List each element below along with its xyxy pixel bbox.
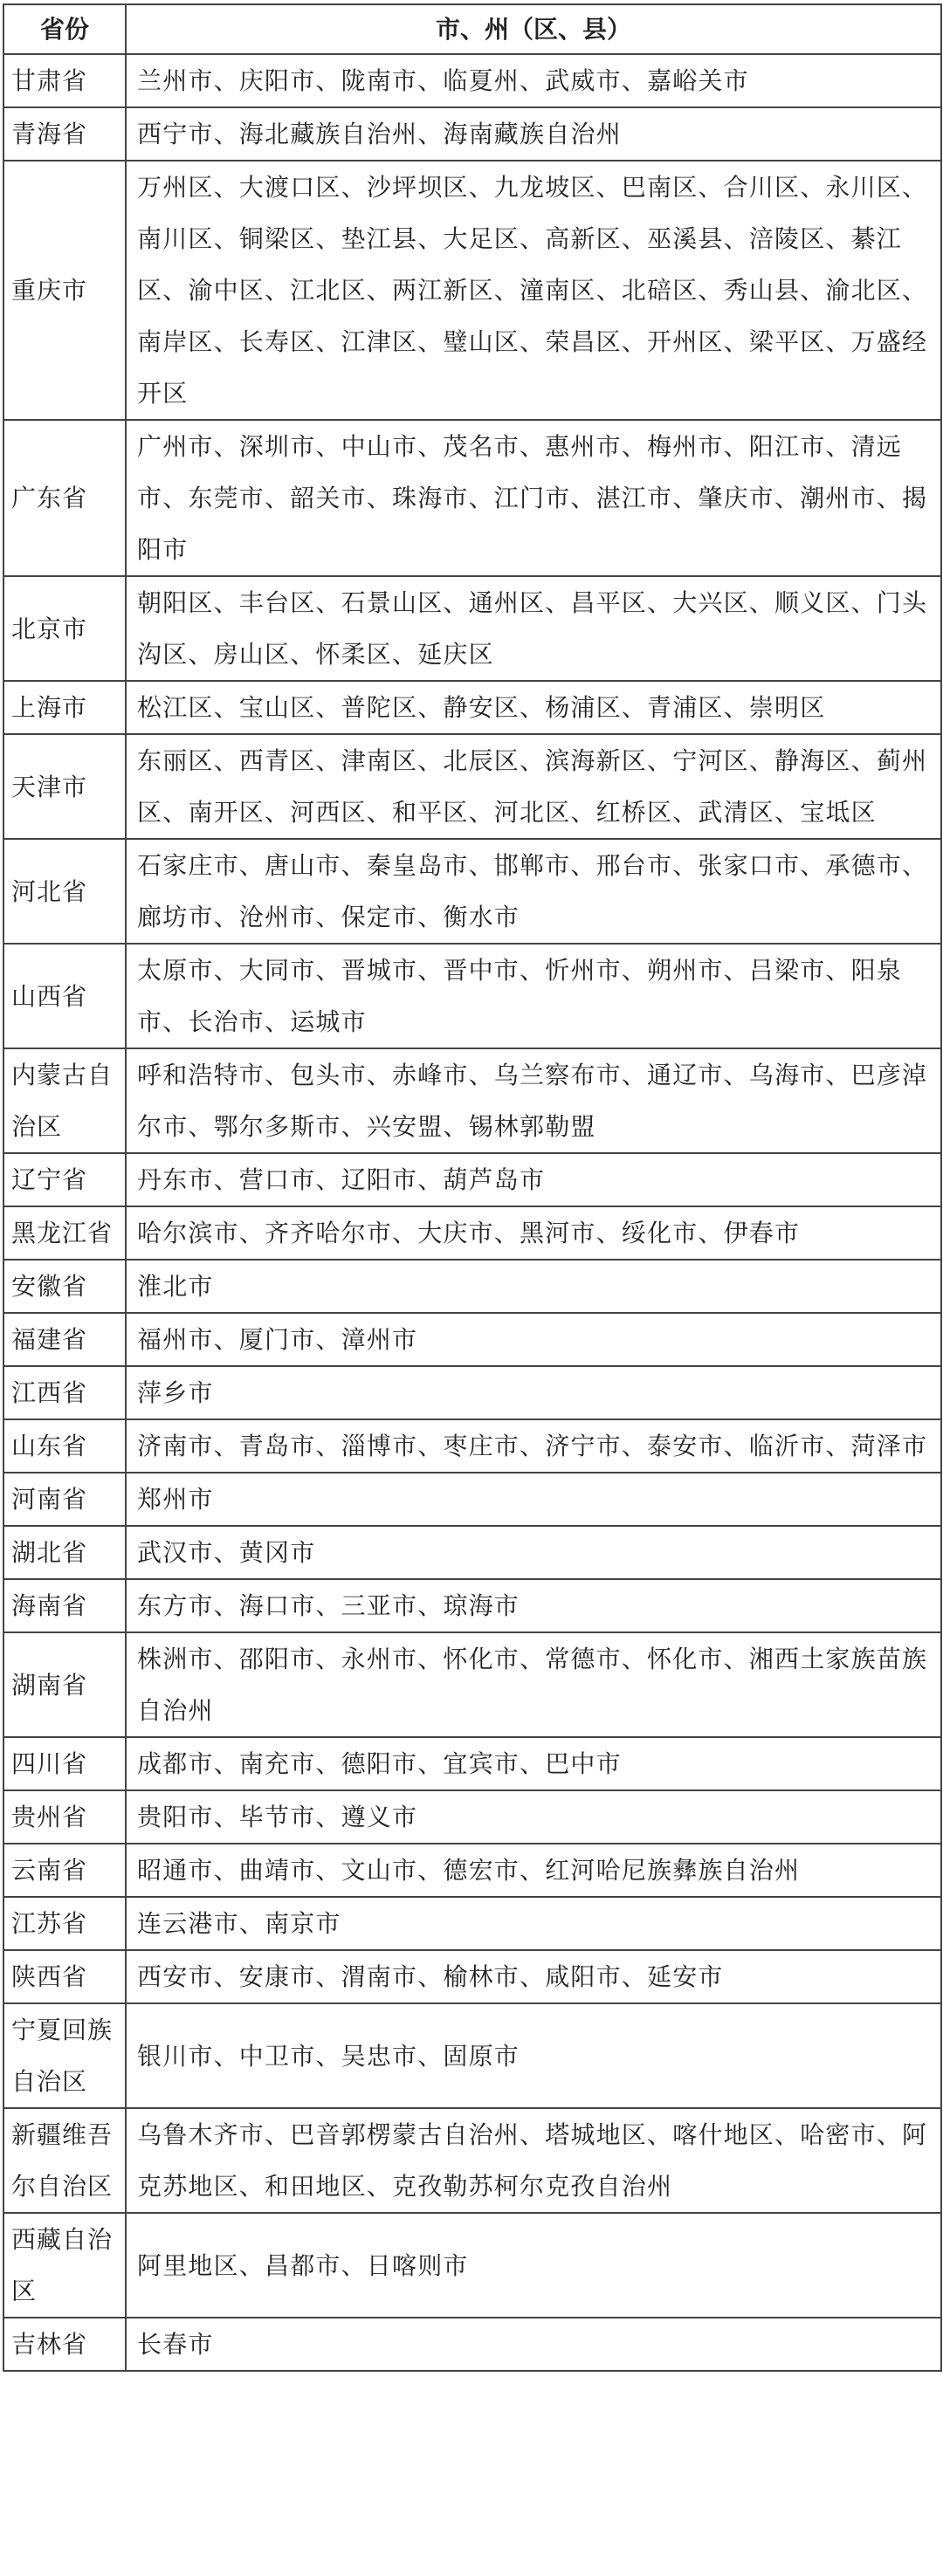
province-cell: 福建省: [3, 1313, 126, 1366]
table-row: [3, 1260, 941, 1313]
province-cell: 青海省: [3, 107, 126, 161]
table-row: [3, 1844, 941, 1897]
table-row: [3, 420, 941, 576]
cities-cell: 兰州市、庆阳市、陇南市、临夏州、武威市、嘉峪关市: [126, 54, 941, 107]
table-row: [3, 1366, 941, 1419]
header-cities: 市、州（区、县）: [126, 4, 941, 54]
cities-cell: 成都市、南充市、德阳市、宜宾市、巴中市: [126, 1737, 941, 1790]
cities-cell: 武汉市、黄冈市: [126, 1526, 941, 1579]
province-cell: 陕西省: [3, 1950, 126, 2003]
province-cell: 吉林省: [3, 2318, 126, 2371]
table-row: [3, 1048, 941, 1153]
table-row: [3, 1473, 941, 1526]
table-row: [3, 576, 941, 681]
province-city-table: [3, 3, 942, 2372]
table-row: [3, 839, 941, 944]
table-body: [3, 54, 941, 2371]
cities-cell: 福州市、厦门市、漳州市: [126, 1313, 941, 1366]
province-cell: 河北省: [3, 839, 126, 944]
cities-cell: 乌鲁木齐市、巴音郭楞蒙古自治州、塔城地区、喀什地区、哈密市、阿克苏地区、和田地区、克孜勒苏柯尔克孜自治州: [126, 2108, 941, 2213]
cities-cell: 朝阳区、丰台区、石景山区、通州区、昌平区、大兴区、顺义区、门头沟区、房山区、怀柔区、延庆区: [126, 576, 941, 681]
province-cell: 广东省: [3, 420, 126, 576]
table-row: [3, 1737, 941, 1790]
table-row: [3, 734, 941, 839]
table-row: [3, 1419, 941, 1473]
table-row: [3, 1950, 941, 2003]
cities-cell: 太原市、大同市、晋城市、晋中市、忻州市、朔州市、吕梁市、阳泉市、长治市、运城市: [126, 944, 941, 1048]
province-cell: 内蒙古自治区: [3, 1048, 126, 1153]
province-cell: 辽宁省: [3, 1153, 126, 1206]
table-row: [3, 1313, 941, 1366]
cities-cell: 阿里地区、昌都市、日喀则市: [126, 2213, 941, 2318]
table-row: [3, 2108, 941, 2213]
header-province: 省份: [3, 4, 126, 54]
province-cell: 河南省: [3, 1473, 126, 1526]
province-cell: 山东省: [3, 1419, 126, 1473]
cities-cell: 贵阳市、毕节市、遵义市: [126, 1790, 941, 1844]
cities-cell: 石家庄市、唐山市、秦皇岛市、邯郸市、邢台市、张家口市、承德市、廊坊市、沧州市、保定市、衡水市: [126, 839, 941, 944]
province-cell: 新疆维吾尔自治区: [3, 2108, 126, 2213]
table-row: [3, 1206, 941, 1260]
province-cell: 江苏省: [3, 1897, 126, 1950]
cities-cell: 昭通市、曲靖市、文山市、德宏市、红河哈尼族彝族自治州: [126, 1844, 941, 1897]
cities-cell: 郑州市: [126, 1473, 941, 1526]
cities-cell: 呼和浩特市、包头市、赤峰市、乌兰察布市、通辽市、乌海市、巴彦淖尔市、鄂尔多斯市、兴安盟、锡林郭勒盟: [126, 1048, 941, 1153]
table-row: [3, 1526, 941, 1579]
cities-cell: 济南市、青岛市、淄博市、枣庄市、济宁市、泰安市、临沂市、菏泽市: [126, 1419, 941, 1473]
table-row: [3, 1153, 941, 1206]
cities-cell: 连云港市、南京市: [126, 1897, 941, 1950]
cities-cell: 松江区、宝山区、普陀区、静安区、杨浦区、青浦区、崇明区: [126, 681, 941, 734]
province-cell: 海南省: [3, 1579, 126, 1632]
table-row: [3, 1790, 941, 1844]
province-cell: 上海市: [3, 681, 126, 734]
province-cell: 江西省: [3, 1366, 126, 1419]
cities-cell: 银川市、中卫市、吴忠市、固原市: [126, 2003, 941, 2108]
province-cell: 四川省: [3, 1737, 126, 1790]
table-row: [3, 681, 941, 734]
cities-cell: 丹东市、营口市、辽阳市、葫芦岛市: [126, 1153, 941, 1206]
table-row: [3, 2003, 941, 2108]
province-cell: 甘肃省: [3, 54, 126, 107]
cities-cell: 西宁市、海北藏族自治州、海南藏族自治州: [126, 107, 941, 161]
province-cell: 宁夏回族自治区: [3, 2003, 126, 2108]
province-cell: 贵州省: [3, 1790, 126, 1844]
cities-cell: 广州市、深圳市、中山市、茂名市、惠州市、梅州市、阳江市、清远市、东莞市、韶关市、珠海市、江门市、湛江市、肇庆市、潮州市、揭阳市: [126, 420, 941, 576]
table-row: [3, 54, 941, 107]
province-cell: 湖北省: [3, 1526, 126, 1579]
cities-cell: 淮北市: [126, 1260, 941, 1313]
cities-cell: 西安市、安康市、渭南市、榆林市、咸阳市、延安市: [126, 1950, 941, 2003]
table-row: [3, 107, 941, 161]
province-cell: 安徽省: [3, 1260, 126, 1313]
table-row: [3, 1897, 941, 1950]
province-cell: 云南省: [3, 1844, 126, 1897]
province-cell: 天津市: [3, 734, 126, 839]
province-cell: 黑龙江省: [3, 1206, 126, 1260]
cities-cell: 长春市: [126, 2318, 941, 2371]
cities-cell: 万州区、大渡口区、沙坪坝区、九龙坡区、巴南区、合川区、永川区、南川区、铜梁区、垫江县、大足区、高新区、巫溪县、涪陵区、綦江区、渝中区、江北区、两江新区、潼南区、北碚区、秀山县、渝北区、南岸区、长寿区、江津区、璧山区、荣昌区、开州区、梁平区、万盛经开区: [126, 161, 941, 420]
cities-cell: 东丽区、西青区、津南区、北辰区、滨海新区、宁河区、静海区、蓟州区、南开区、河西区、和平区、河北区、红桥区、武清区、宝坻区: [126, 734, 941, 839]
province-cell: 湖南省: [3, 1632, 126, 1737]
table-row: [3, 944, 941, 1048]
table-row: [3, 1579, 941, 1632]
province-cell: 山西省: [3, 944, 126, 1048]
province-cell: 北京市: [3, 576, 126, 681]
table-row: [3, 1632, 941, 1737]
cities-cell: 萍乡市: [126, 1366, 941, 1419]
province-cell: 重庆市: [3, 161, 126, 420]
table-header-row: [3, 4, 941, 54]
cities-cell: 哈尔滨市、齐齐哈尔市、大庆市、黑河市、绥化市、伊春市: [126, 1206, 941, 1260]
province-cell: 西藏自治区: [3, 2213, 126, 2318]
table-row: [3, 2213, 941, 2318]
table-row: [3, 161, 941, 420]
cities-cell: 株洲市、邵阳市、永州市、怀化市、常德市、怀化市、湘西土家族苗族自治州: [126, 1632, 941, 1737]
cities-cell: 东方市、海口市、三亚市、琼海市: [126, 1579, 941, 1632]
table-row: [3, 2318, 941, 2371]
